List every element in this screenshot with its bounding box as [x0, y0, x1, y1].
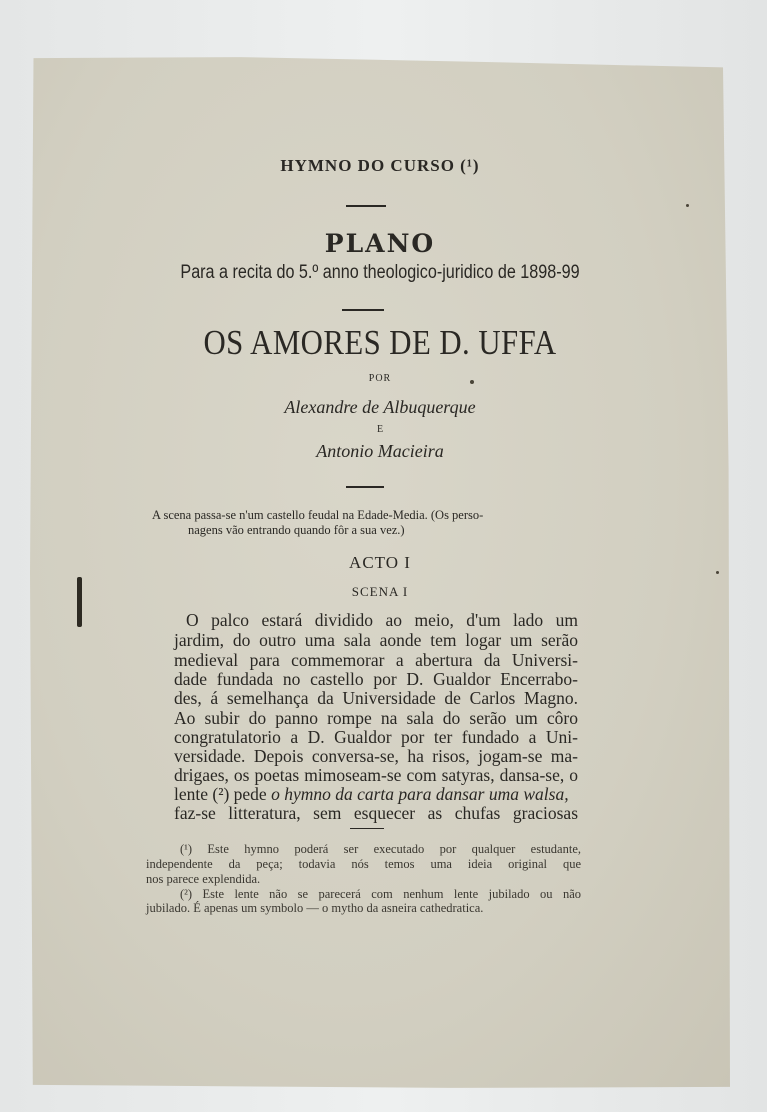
footnote-line: (²) Este lente não se parecerá com nenhum lente jubilado ou não: [180, 887, 581, 901]
divider-rule: [350, 828, 384, 829]
body-text-line: des, á semelhança da Universidade de Carlos Magno.: [174, 688, 578, 708]
footnote-line: (¹) Este hymno poderá ser executado por qualquer estudante,: [180, 842, 581, 856]
paper-speck: [686, 204, 689, 207]
body-text-line: dade fundada no castello por D. Gualdor Encerrabo-: [174, 669, 578, 689]
footnote-line: jubilado. É apenas um symbolo — o mytho da asneira cathedratica.: [146, 901, 484, 915]
author-name: Antonio Macieira: [316, 441, 444, 461]
divider-rule: [342, 309, 384, 311]
plan-title: PLANO: [324, 229, 436, 258]
body-text-line: medieval para commemorar a abertura da Universi-: [174, 650, 578, 670]
footnote-line: independente da peça; todavia nós temos uma ideia original que: [146, 857, 581, 871]
body-text-line: O palco estará dividido ao meio, d'um lado um: [186, 610, 578, 630]
body-text-line: jardim, do outro uma sala aonde tem logar um serão: [174, 630, 578, 650]
body-text-italic-segment: o hymno da carta para dansar uma walsa,: [271, 784, 569, 804]
scene-heading: SCENA I: [351, 584, 409, 599]
body-text-line: faz-se litteratura, sem esquecer as chufas graciosas: [174, 803, 578, 823]
footnote-line: nos parece explendida.: [146, 872, 261, 886]
body-text-segment: lente (²) pede: [174, 784, 272, 804]
play-title: OS AMORES DE D. UFFA: [203, 323, 557, 362]
by-label: POR: [368, 373, 392, 384]
body-text-line: drigaes, os poetas mimoseam-se com satyras, dansa-se, o: [174, 765, 578, 785]
act-heading: ACTO I: [349, 553, 411, 572]
body-text-line: congratulatorio a D. Gualdor por ter fundado a Uni-: [174, 727, 578, 747]
body-text-line: versidade. Depois conversa-se, ha risos, jogam-se ma-: [174, 746, 578, 766]
hymn-heading: HYMNO DO CURSO (¹): [280, 156, 480, 175]
body-text-line: [174, 784, 578, 805]
stage-direction-line: nagens vão entrando quando fôr a sua vez.): [188, 523, 405, 537]
body-text-line: Ao subir do panno rompe na sala do serão um côro: [174, 708, 578, 728]
divider-rule: [346, 486, 384, 488]
divider-rule: [346, 205, 386, 207]
stage-direction-line: A scena passa-se n'um castello feudal na Edade-Media. (Os perso-: [152, 508, 484, 522]
and-label: E: [376, 424, 384, 435]
author-name: Alexandre de Albuquerque: [284, 397, 476, 417]
plan-subtitle: Para a recita do 5.º anno theologico-juridico de 1898-99: [180, 262, 580, 283]
